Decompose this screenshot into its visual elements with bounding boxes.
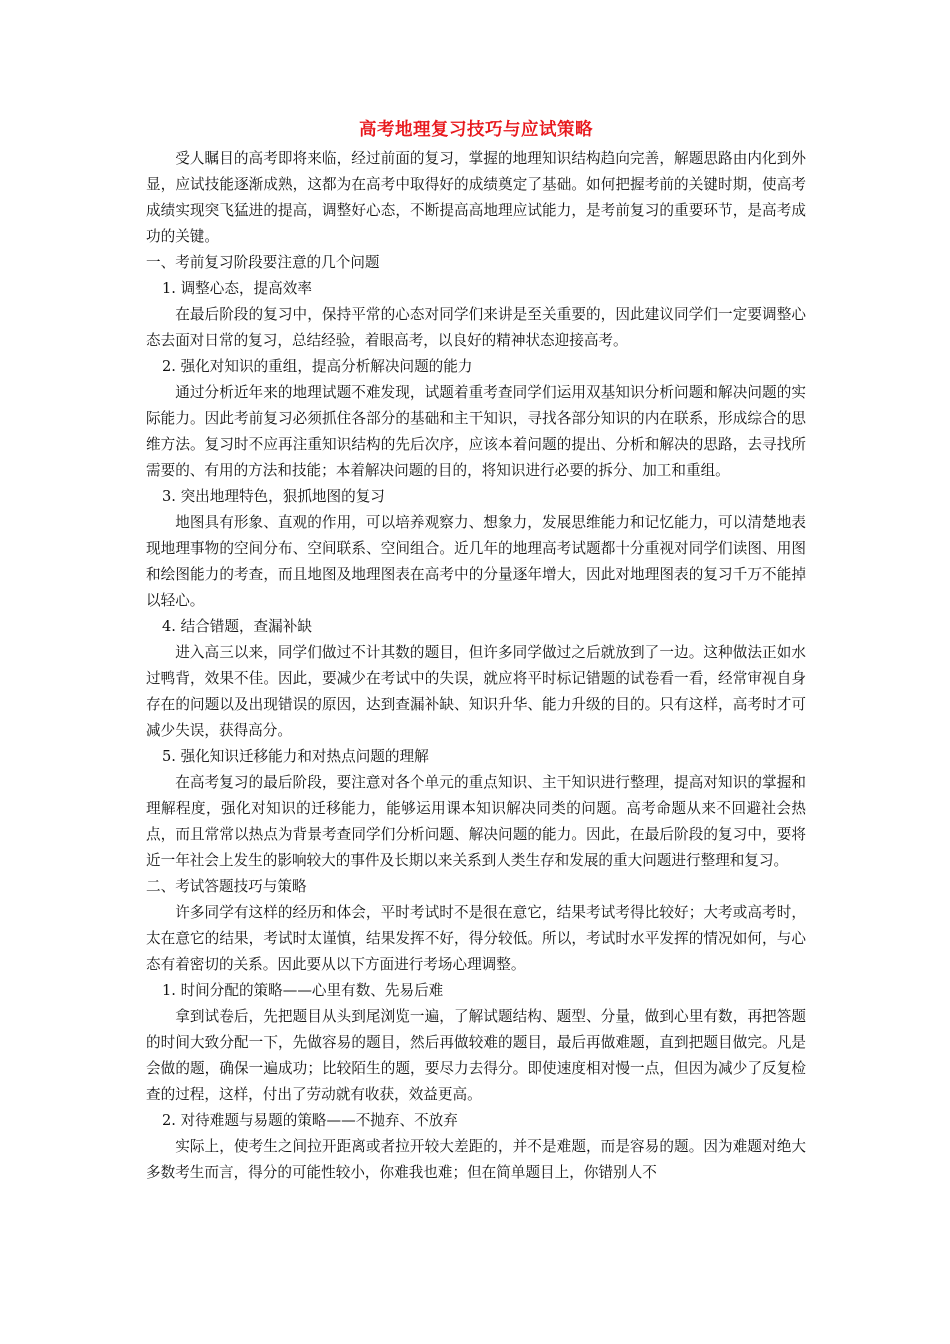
- section-2-heading: 二、考试答题技巧与策略: [146, 878, 307, 895]
- section-1-item-1-title: 1. 调整心态，提高效率: [162, 280, 312, 297]
- section-1-item-5-body: 在高考复习的最后阶段，要注意对各个单元的重点知识、主干知识进行整理，提高对知识的掌握和理解程度，强化对知识的迁移能力，能够运用课本知识解决同类的问题。高考命题从来不回避社会热点，而且常常以热点为背景考查同学们分析问题、解决问题的能力。因此，在最后阶段的复习中，要将近一年社会上发生的影响较大的事件及长期以来关系到人类生存和发展的重大问题进行整理和复习。: [146, 774, 806, 869]
- document-page: [146, 114, 806, 1186]
- section-1-item-5-title: 5. 强化知识迁移能力和对热点问题的理解: [162, 748, 429, 765]
- section-1-item-4-body: 进入高三以来，同学们做过不计其数的题目，但许多同学做过之后就放到了一边。这种做法正如水过鸭背，效果不佳。因此，要减少在考试中的失误，就应将平时标记错题的试卷看一看，经常审视自身存在的问题以及出现错误的原因，达到查漏补缺、知识升华、能力升级的目的。只有这样，高考时才可减少失误，获得高分。: [146, 644, 806, 739]
- section-1-item-2-title: 2. 强化对知识的重组，提高分析解决问题的能力: [162, 358, 473, 375]
- section-1-item-4-title: 4. 结合错题，查漏补缺: [162, 618, 312, 635]
- section-1-item-2-body: 通过分析近年来的地理试题不难发现，试题着重考查同学们运用双基知识分析问题和解决问题的实际能力。因此考前复习必须抓住各部分的基础和主干知识，寻找各部分知识的内在联系，形成综合的思维方法。复习时不应再注重知识结构的先后次序，应该本着问题的提出、分析和解决的思路，去寻找所需要的、有用的方法和技能；本着解决问题的目的，将知识进行必要的拆分、加工和重组。: [146, 384, 806, 479]
- section-2-item-2-title: 2. 对待难题与易题的策略——不抛弃、不放弃: [162, 1112, 458, 1129]
- section-1-item-3-title: 3. 突出地理特色，狠抓地图的复习: [162, 488, 385, 505]
- section-1-heading: 一、考前复习阶段要注意的几个问题: [146, 254, 380, 271]
- section-2-item-1-title: 1. 时间分配的策略——心里有数、先易后难: [162, 982, 444, 999]
- section-1-item-3-body: 地图具有形象、直观的作用，可以培养观察力、想象力，发展思维能力和记忆能力，可以清楚地表现地理事物的空间分布、空间联系、空间组合。近几年的地理高考试题都十分重视对同学们读图、用图和绘图能力的考查，而且地图及地理图表在高考中的分量逐年增大，因此对地理图表的复习千万不能掉以轻心。: [146, 514, 806, 609]
- intro-paragraph: 受人瞩目的高考即将来临，经过前面的复习，掌握的地理知识结构趋向完善，解题思路由内化到外显，应试技能逐渐成熟，这都为在高考中取得好的成绩奠定了基础。如何把握考前的关键时期，使高考成绩实现突飞猛进的提高，调整好心态，不断提高高地理应试能力，是考前复习的重要环节，是高考成功的关键。: [146, 150, 806, 245]
- document-title: 高考地理复习技巧与应试策略: [359, 120, 593, 140]
- section-2-intro: 许多同学有这样的经历和体会，平时考试时不是很在意它，结果考试考得比较好；大考或高考时，太在意它的结果，考试时太谨慎，结果发挥不好，得分较低。所以，考试时水平发挥的情况如何，与心态有着密切的关系。因此要从以下方面进行考场心理调整。: [146, 904, 806, 973]
- section-2-item-1-body: 拿到试卷后，先把题目从头到尾浏览一遍，了解试题结构、题型、分量，做到心里有数，再把答题的时间大致分配一下，先做容易的题目，然后再做较难的题目，最后再做难题，直到把题目做完。凡是会做的题，确保一遍成功；比较陌生的题，要尽力去得分。即使速度相对慢一点，但因为减少了反复检查的过程，这样，付出了劳动就有收获，效益更高。: [146, 1008, 806, 1103]
- section-1-item-1-body: 在最后阶段的复习中，保持平常的心态对同学们来讲是至关重要的，因此建议同学们一定要调整心态去面对日常的复习，总结经验，着眼高考，以良好的精神状态迎接高考。: [146, 306, 806, 349]
- section-2-item-2-body: 实际上，使考生之间拉开距离或者拉开较大差距的，并不是难题，而是容易的题。因为难题对绝大多数考生而言，得分的可能性较小，你难我也难；但在简单题目上，你错别人不: [146, 1138, 806, 1181]
